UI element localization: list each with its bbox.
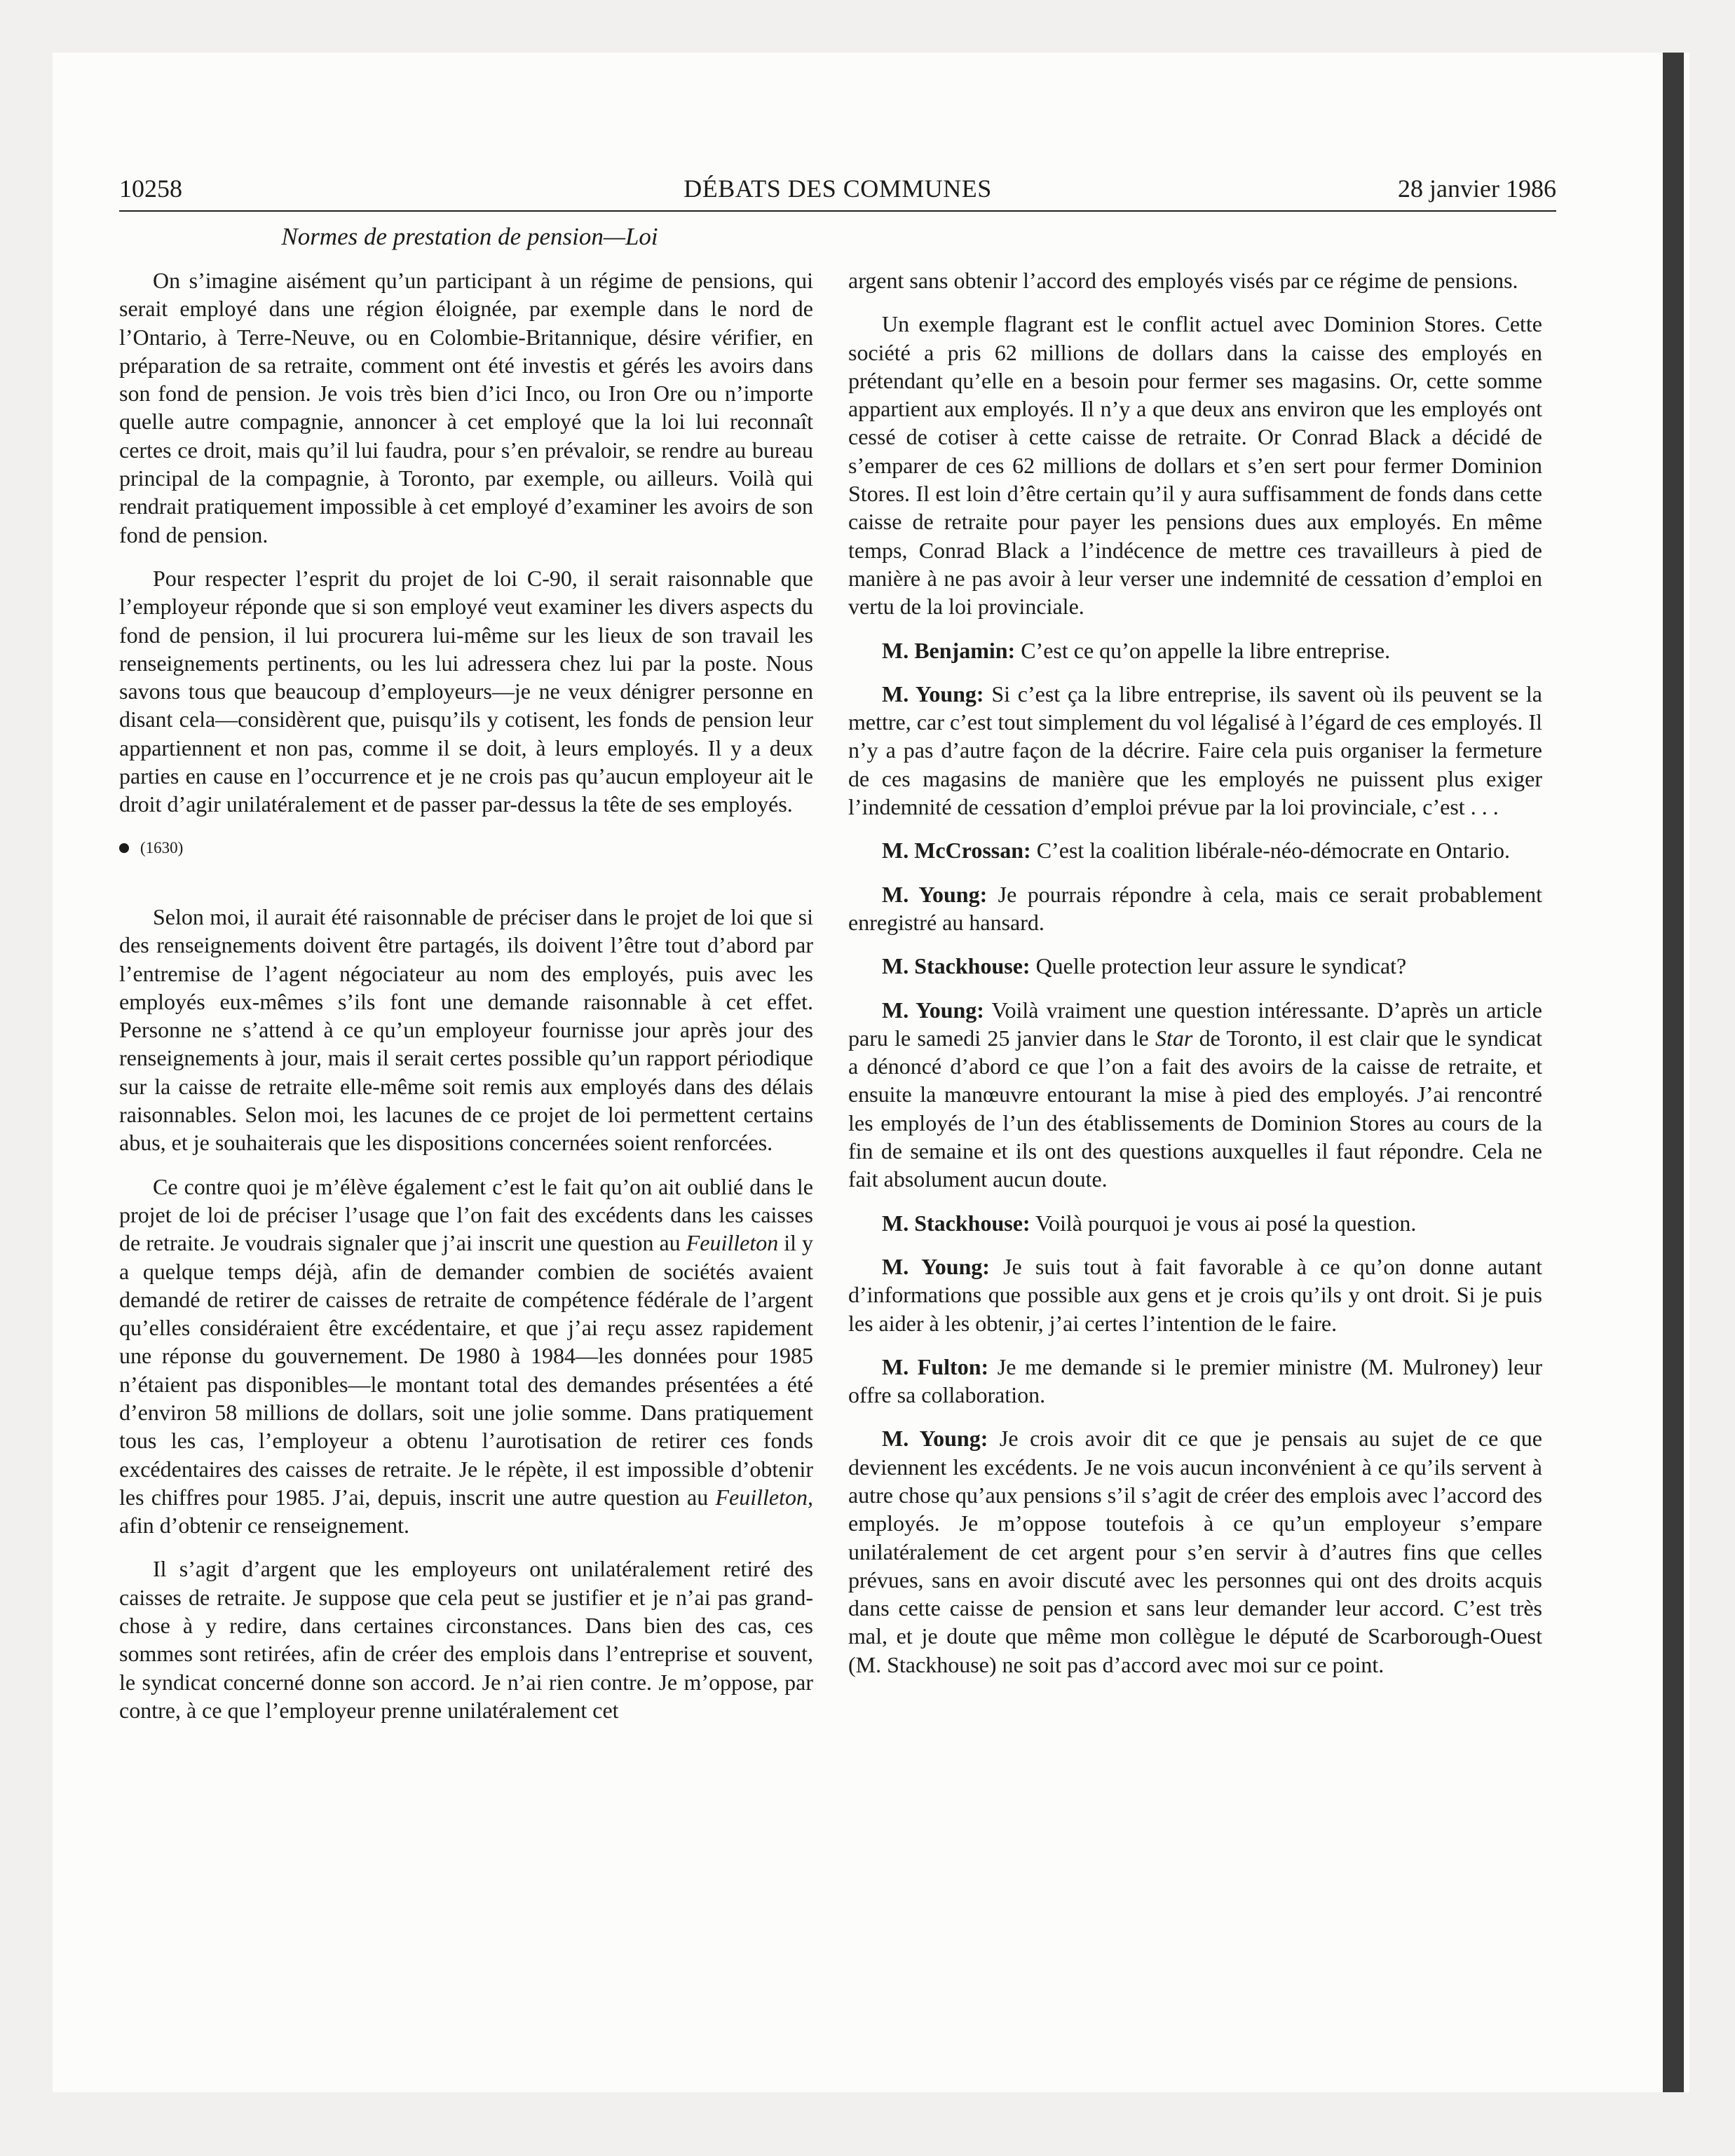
speaker-name: M. Young: <box>882 681 984 707</box>
speech: M. McCrossan: C’est la coalition libérale-néo-démocrate en Ontario. <box>882 838 1510 864</box>
paragraph: Il s’agit d’argent que les employeurs ont unilatéralement retiré des caisses de retraite. Je suppose que cela peut se justifier et je n’ai pas grand-chose à y redire, dans certaines circonstances. Dans bien des cas, ces sommes sont retirées, afin de créer des emplois dans l’entreprise et souvent, le syndicat concerné donne son accord. Je n’ai rien contre. Je m’oppose, par contre, à ce que l’employeur prenne unilatéralement cet <box>119 1556 813 1723</box>
paragraph: Ce contre quoi je m’élève également c’est le fait qu’on ait oublié dans le projet de loi de préciser l’usage que l’on fait des excédents dans les caisses de retraite. Je voudrais signaler que j’ai inscrit une question au Feuilleton il y a quelque temps déjà, afin de demander combien de sociétés avaient demandé de retirer de caisses de retraite de compétence fédérale de l’argent qu’elles considéraient être excédentaire, et que j’ai reçu assez rapidement une réponse du gouvernement. De 1980 à 1984—les données pour 1985 n’étaient pas disponibles—le montant total des demandes présentées a été d’environ 58 millions de dollars, soit une jolie somme. Dans pratiquement tous les cas, l’employeur a obtenu l’aurotisation de retirer ces fonds excédentaires des caisses de retraite. Je le répète, il est impossible d’obtenir les chiffres pour 1985. J’ai, depuis, inscrit une autre question au Feuilleton, afin d’obtenir ce renseignement. <box>119 1173 814 1538</box>
time-marker <box>119 834 813 862</box>
speaker-name: M. Young: <box>882 997 984 1023</box>
newspaper-ref: Star <box>1155 1025 1193 1051</box>
page-header <box>119 174 1556 212</box>
left-column <box>119 266 813 1740</box>
page-number: 10258 <box>119 175 182 203</box>
speaker-name: M. Benjamin: <box>882 637 1016 663</box>
paragraph: Un exemple flagrant est le conflit actuel avec Dominion Stores. Cette société a pris 62 millions de dollars dans la caisse des employés en prétendant qu’elle en a besoin pour fermer ses magasins. Or, cette somme appartient aux employés. Il n’y a que deux ans environ que les employés ont cessé de cotiser à cette caisse de retraite. Or Conrad Black a décidé de s’emparer de ces 62 millions de dollars et s’en sert pour fermer Dominion Stores. Il est loin d’être certain qu’il y aura suffisamment de fonds dans cette caisse de retraite pour payer les pensions dues aux employés. En même temps, Conrad Black a l’indécence de mettre ces travailleurs à pied de manière à ne pas avoir à leur verser une indemnité de cessation d’emploi en vertu de la loi provinciale. <box>848 311 1542 620</box>
speaker-name: M. McCrossan: <box>882 838 1031 864</box>
page-date: 28 janvier 1986 <box>1398 175 1556 203</box>
speaker-name: M. Young: <box>882 1253 990 1279</box>
speech: M. Young: Je suis tout à fait favorable à ce qu’on donne autant d’informations que possible aux gens et je crois qu’ils y ont droit. Si je puis les aider à les obtenir, j’ai certes l’intention de le faire. <box>848 1253 1543 1336</box>
speech: M. Fulton: Je me demande si le premier ministre (M. Mulroney) leur offre sa collaboration. <box>848 1353 1543 1408</box>
speech: M. Young: Voilà vraiment une question intéressante. D’après un article paru le samedi 25 janvier dans le Star de Toronto, il est clair que le syndicat a dénoncé d’abord ce que l’on a fait des avoirs de la caisse de retraite, et ensuite la manœuvre entourant la mise à pied des employés. J’ai rencontré les employés de l’un des établissements de Dominion Stores au cours de la fin de semaine et ils ont des questions auxquelles il faut répondre. Cela ne fait absolument aucun doute. <box>848 997 1543 1192</box>
time-marker-label: (1630) <box>140 838 184 857</box>
speaker-name: M. Young: <box>882 881 988 907</box>
speaker-name: M. Fulton: <box>882 1353 989 1379</box>
speech: M. Young: Si c’est ça la libre entreprise, ils savent où ils peuvent se la mettre, car c’est tout simplement du vol légalisé à l’égard de ces employés. Il n’y a pas d’autre façon de la décrire. Faire cela puis organiser la fermeture de ces magasins de manière que les employés ne puissent plus exiger l’indemnité de cessation d’emploi prévue par la loi provinciale, c’est . . . <box>848 681 1543 820</box>
paragraph: Pour respecter l’esprit du projet de loi C-90, il serait raisonnable que l’employeur réponde que si son employé veut examiner les divers aspects du fond de pension, il lui procurera lui-même sur les lieux de son travail les renseignements pertinents, ou les lui adressera chez lui par la poste. Nous savons tous que beaucoup d’employeurs—je ne veux dénigrer personne en disant cela—considèrent que, puisqu’ils y cotisent, les fonds de pension leur appartiennent et non pas, comme il se doit, à leurs employés. Il y a deux parties en cause en l’occurrence et je ne crois pas qu’aucun employeur ait le droit d’agir unilatéralement et de passer par-dessus la tête de ses employés. <box>119 565 813 817</box>
paragraph: On s’imagine aisément qu’un participant à un régime de pensions, qui serait employé dans une région éloignée, par exemple dans le nord de l’Ontario, à Terre-Neuve, ou en Colombie-Britannique, désire vérifier, en préparation de sa retraite, comment ont été investis et gérés les avoirs dans son fond de pension. Je vois très bien d’ici Inco, ou Iron Ore ou n’importe quelle autre compagnie, annoncer à cet employé que la loi lui reconnaît certes ce droit, mais qu’il lui faudra, pour s’en prévaloir, se rendre au bureau principal de la compagnie, à Toronto, par exemple, ou ailleurs. Voilà qui rendrait pratiquement impossible à cet employé d’examiner les avoirs de son fond de pension. <box>119 268 813 547</box>
speaker-name: M. Stackhouse: <box>882 1210 1030 1236</box>
scan-edge-bar <box>1663 53 1684 2092</box>
paragraph: Selon moi, il aurait été raisonnable de préciser dans le projet de loi que si des renseignements doivent être partagés, ils doivent l’être tout d’abord par l’entremise de l’agent négociateur au nom des employés, puis avec les employés eux-mêmes s’ils font une demande raisonnable à cet effet. Personne ne s’attend à ce qu’un employeur fournisse jour après jour des renseignements à jour, mais il serait certes possible qu’un rapport périodique sur la caisse de retraite elle-même soit remis aux employés dans des délais raisonnables. Selon moi, les lacunes de ce projet de loi permettent certains abus, et je souhaiterais que les dispositions concernées soient renforcées. <box>119 903 813 1156</box>
speaker-name: M. Stackhouse: <box>882 953 1030 979</box>
publication-title: DÉBATS DES COMMUNES <box>683 175 992 203</box>
speech: M. Benjamin: C’est ce qu’on appelle la libre entreprise. <box>882 637 1391 663</box>
speech: M. Stackhouse: Voilà pourquoi je vous ai posé la question. <box>882 1210 1417 1236</box>
bullet-icon <box>119 843 129 853</box>
right-column <box>848 266 1542 1694</box>
speech: M. Young: Je crois avoir dit ce que je pensais au sujet de ce que deviennent les excédents. Je ne vois aucun inconvénient à ce qu’ils servent à autre chose qu’aux pensions s’il s’agit de créer des emplois avec l’accord des employés. Je m’oppose toutefois à ce qu’un employeur s’empare unilatéralement de cet argent pour s’en servir à d’autres fins que celles prévues, sans en avoir discuté avec les personnes qui ont des droits acquis dans cette caisse de pension et sans leur demander leur accord. C’est très mal, et je doute que même mon collègue le député de Scarborough-Ouest (M. Stackhouse) ne soit pas d’accord avec moi sur ce point. <box>848 1426 1543 1677</box>
speech: M. Young: Je pourrais répondre à cela, mais ce serait probablement enregistré au hansard. <box>848 881 1543 935</box>
paragraph-continued: argent sans obtenir l’accord des employés visés par ce régime de pensions. <box>848 268 1518 293</box>
speaker-name: M. Young: <box>882 1426 988 1452</box>
speech: M. Stackhouse: Quelle protection leur assure le syndicat? <box>882 953 1407 979</box>
feuilleton-ref: Feuilleton <box>686 1230 779 1256</box>
running-title: Normes de prestation de pension—Loi <box>281 223 658 250</box>
feuilleton-ref: Feuilleton, <box>715 1484 813 1510</box>
